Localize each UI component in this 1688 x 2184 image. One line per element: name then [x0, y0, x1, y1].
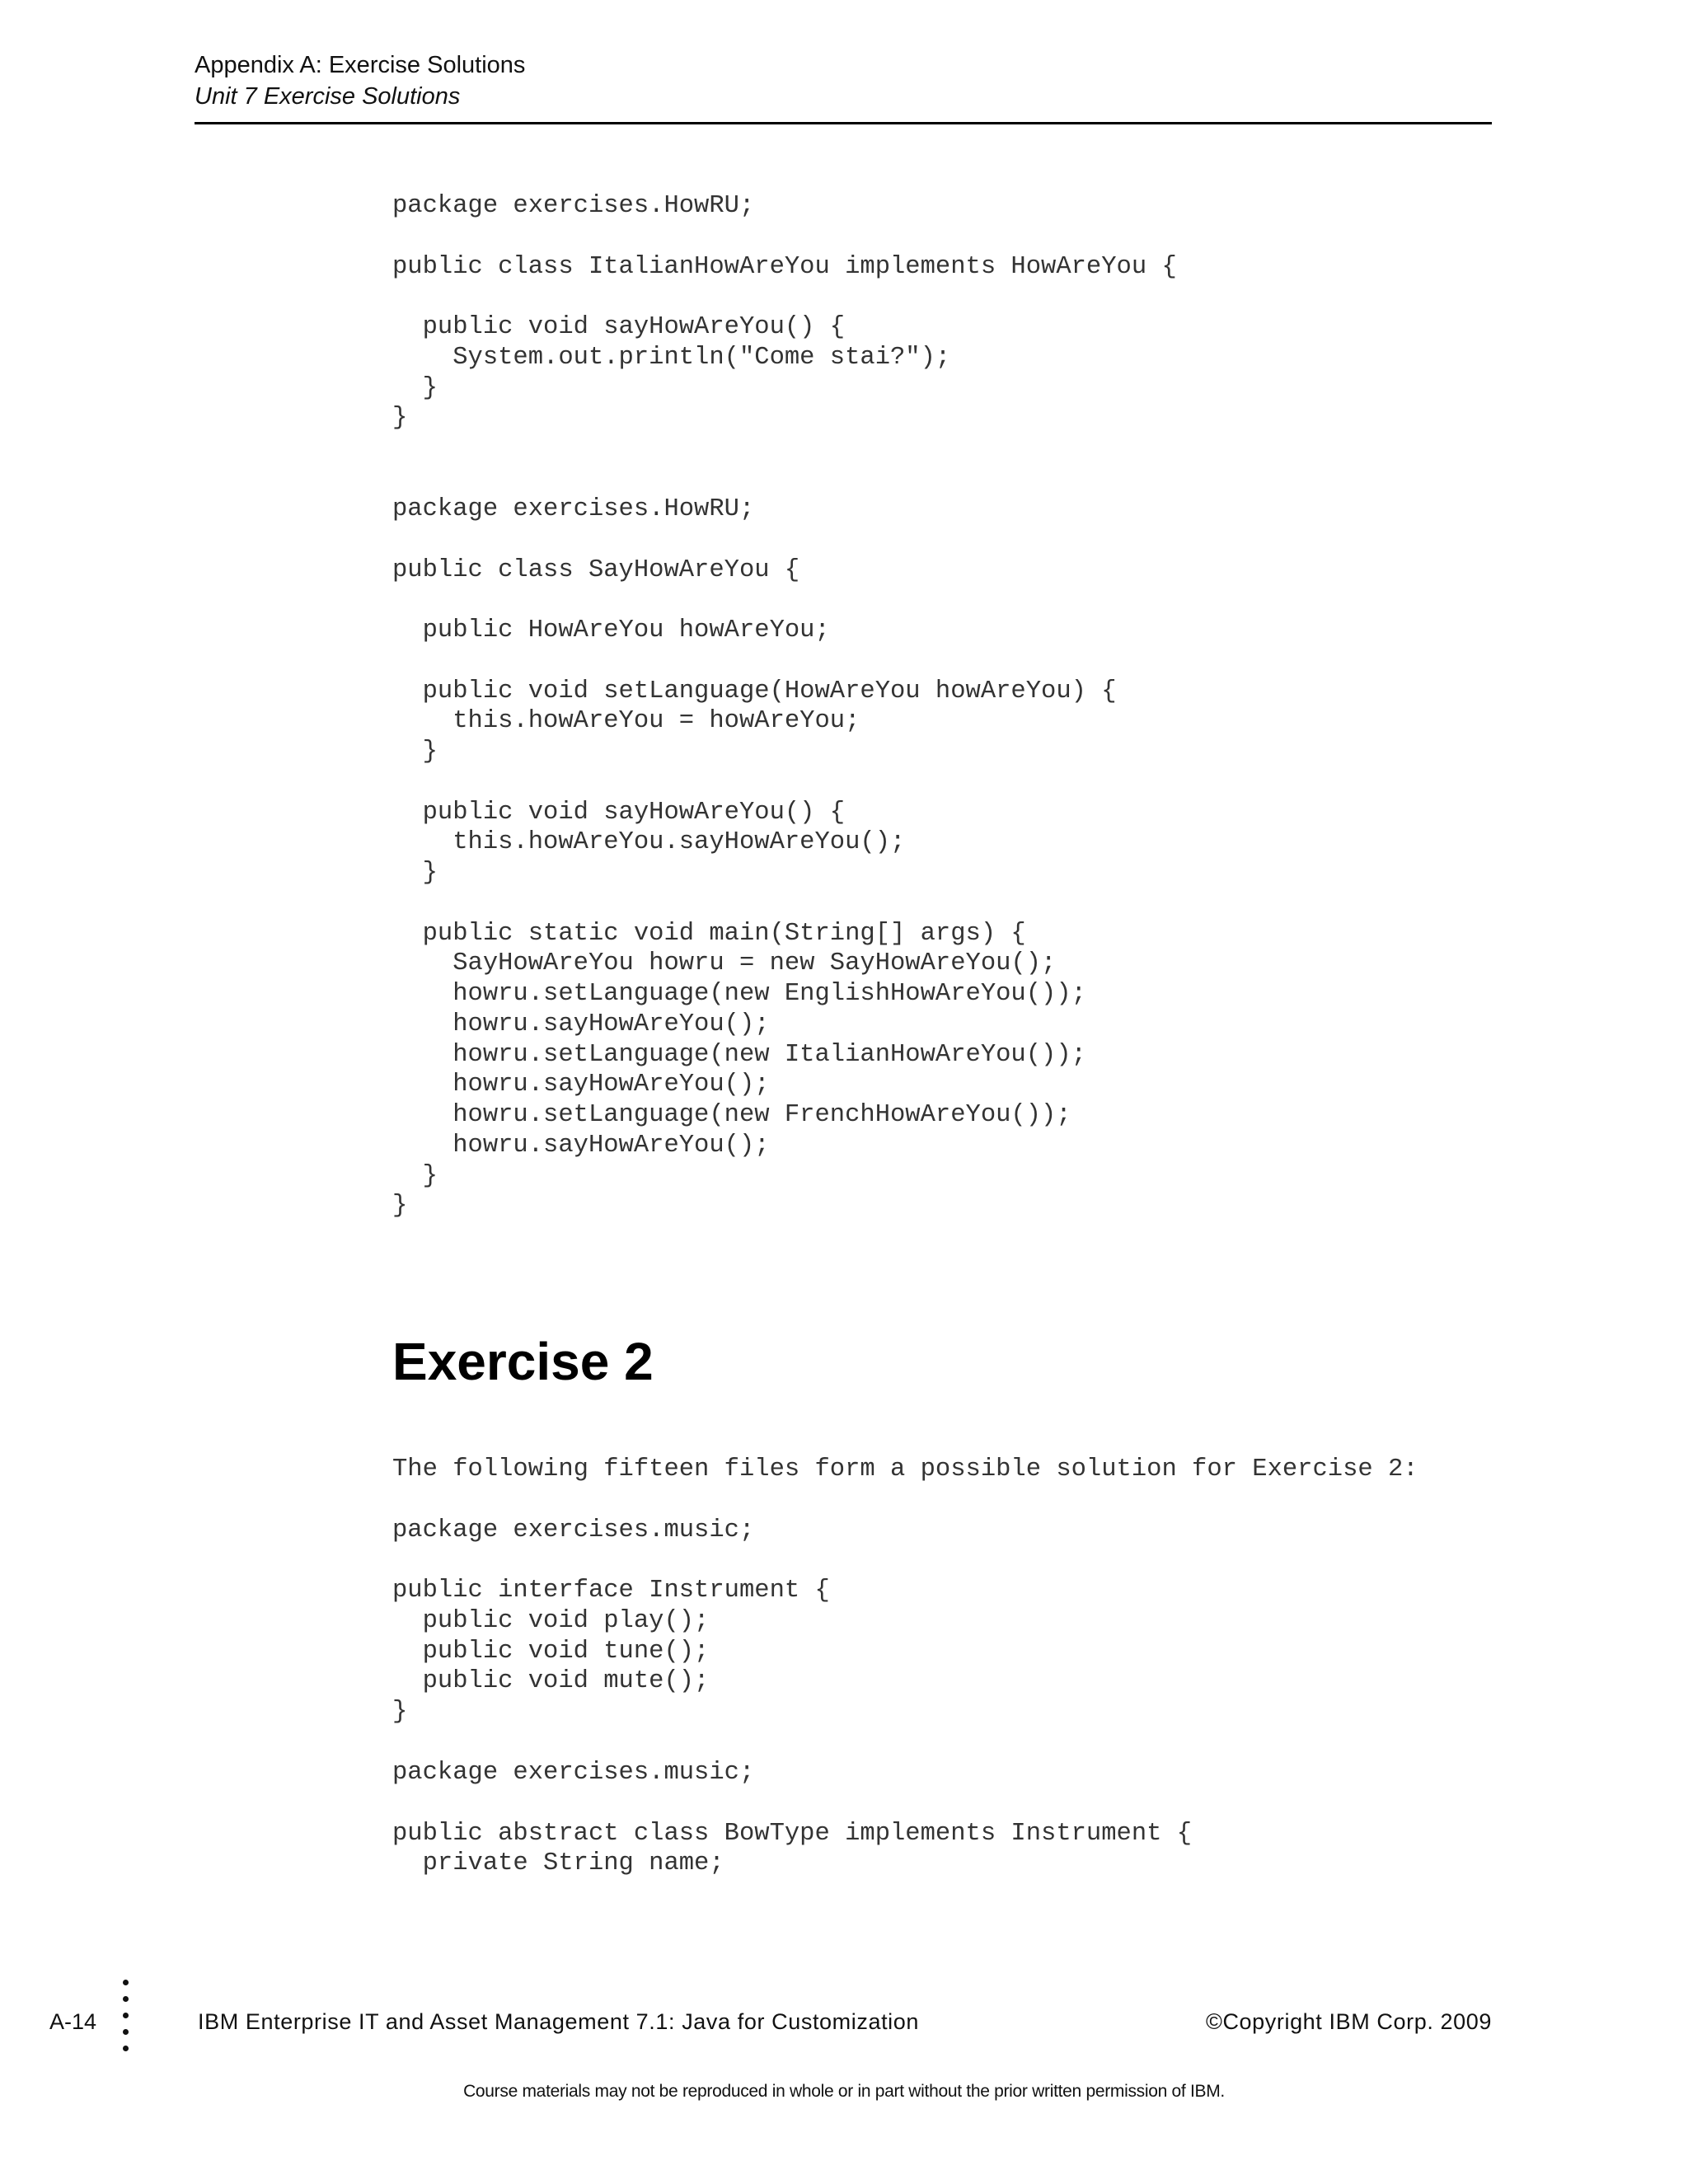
divider-dot	[123, 2046, 129, 2051]
code-block-say-how-are-you: package exercises.HowRU; public class SayHowAreYou { public HowAreYou howAreYou; public void setLanguage(HowAreYou howAreYou) { this.howAreYou = howAreYou; } public void sayHowAreYou() { this.howAreYou.sayHowAreYou(); } public static void main(String[] args) { SayHowAreYou howru = new SayHowAreYou(); howru.setLanguage(new EnglishHowAreYou()); howru.sayHowAreYou(); howru.setLanguage(new ItalianHowAreYou()); howru.sayHowAreYou(); howru.setLanguage(new FrenchHowAreYou()); howru.sayHowAreYou(); } }	[392, 495, 1117, 1221]
divider-dot	[123, 1996, 129, 2002]
footer-notice: Course materials may not be reproduced in whole or in part without the prior written permission of IBM.	[463, 2082, 1225, 2101]
footer-copyright: ©Copyright IBM Corp. 2009	[1205, 2009, 1492, 2034]
header-subtitle: Unit 7 Exercise Solutions	[195, 83, 461, 110]
section-heading: Exercise 2	[392, 1332, 654, 1391]
page-number: A-14	[49, 2009, 97, 2034]
divider-dot	[123, 2029, 129, 2035]
divider-dot	[123, 2013, 129, 2018]
footer-course-title: IBM Enterprise IT and Asset Management 7.1: Java for Customization	[198, 2009, 920, 2034]
code-block-italian-how-are-you: package exercises.HowRU; public class ItalianHowAreYou implements HowAreYou { public void sayHowAreYou() { System.out.println("Come stai?"); } }	[392, 192, 1177, 433]
header-divider	[195, 122, 1492, 124]
footer-dot-divider	[123, 1980, 129, 2062]
page-header	[195, 49, 1492, 112]
divider-dot	[123, 1980, 129, 1985]
code-block-bow-type: package exercises.music; public abstract class BowType implements Instrument { private String name;	[392, 1759, 1193, 1878]
code-block-instrument-interface: The following fifteen files form a possible solution for Exercise 2: package exercises.music; public interface Instrument { public void play(); public void tune(); public void mute(); }	[392, 1455, 1418, 1726]
header-title: Appendix A: Exercise Solutions	[195, 52, 526, 78]
